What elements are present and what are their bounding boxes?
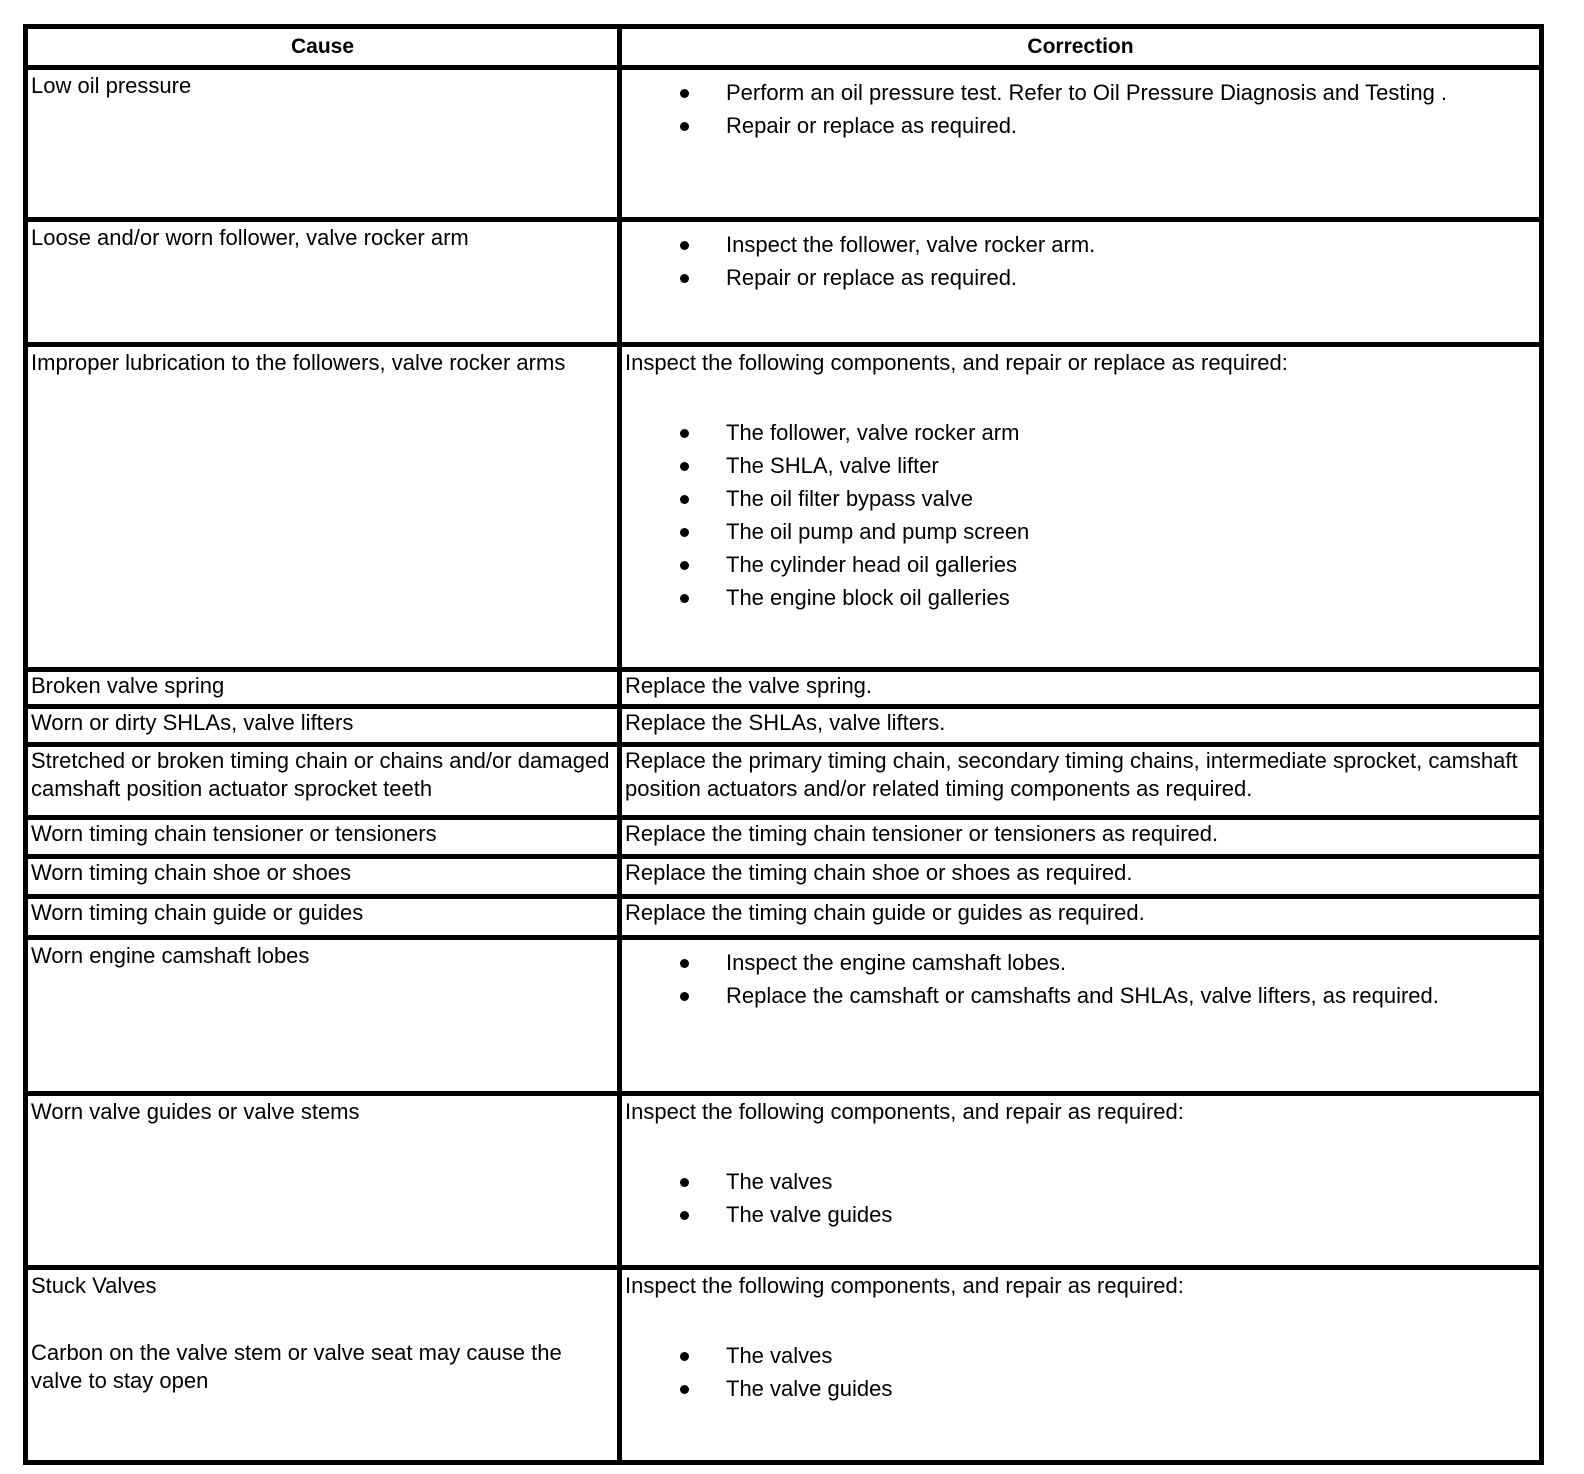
correction-list bbox=[625, 79, 1537, 140]
cause-cell: Stretched or broken timing chain or chains and/or damaged camshaft position actuator sprocket teeth bbox=[26, 745, 620, 818]
correction-header: Correction bbox=[620, 27, 1542, 68]
cause-cell: Worn timing chain guide or guides bbox=[26, 897, 620, 938]
correction-cell bbox=[620, 938, 1542, 1094]
bullet-icon bbox=[680, 561, 689, 570]
correction-list bbox=[625, 1342, 1537, 1403]
diagnosis-table bbox=[23, 24, 1544, 1465]
list-item: Repair or replace as required. bbox=[625, 112, 1537, 140]
table-row bbox=[26, 707, 1542, 745]
table-row bbox=[26, 68, 1542, 220]
correction-intro: Inspect the following components, and repair or replace as required: bbox=[625, 350, 1288, 375]
correction-cell bbox=[620, 1268, 1542, 1463]
list-item: Replace the camshaft or camshafts and SHLAs, valve lifters, as required. bbox=[625, 982, 1537, 1010]
list-item: The SHLA, valve lifter bbox=[625, 452, 1537, 480]
table-row bbox=[26, 818, 1542, 857]
list-item: The follower, valve rocker arm bbox=[625, 419, 1537, 447]
bullet-icon bbox=[680, 992, 689, 1001]
cause-cell bbox=[26, 1268, 620, 1463]
table-row bbox=[26, 897, 1542, 938]
bullet-icon bbox=[680, 594, 689, 603]
list-item: The oil filter bypass valve bbox=[625, 485, 1537, 513]
cause-cell bbox=[26, 68, 620, 220]
correction-cell bbox=[620, 1094, 1542, 1268]
header-row bbox=[26, 27, 1542, 68]
correction-list bbox=[625, 419, 1537, 612]
cause-text: Worn valve guides or valve stems bbox=[31, 1099, 360, 1124]
correction-list bbox=[625, 231, 1537, 292]
cause-cell: Broken valve spring bbox=[26, 670, 620, 707]
bullet-icon bbox=[680, 1211, 689, 1220]
correction-list bbox=[625, 949, 1537, 1010]
correction-cell: Replace the primary timing chain, secondary timing chains, intermediate sprocket, camshaft position actuators and/or related timing components as required. bbox=[620, 745, 1542, 818]
list-item: Perform an oil pressure test. Refer to Oil Pressure Diagnosis and Testing . bbox=[625, 79, 1537, 107]
table-row bbox=[26, 1094, 1542, 1268]
bullet-icon bbox=[680, 429, 689, 438]
cause-text: Stuck Valves bbox=[31, 1273, 157, 1298]
list-item: Inspect the engine camshaft lobes. bbox=[625, 949, 1537, 977]
bullet-icon bbox=[680, 1352, 689, 1361]
correction-cell bbox=[620, 345, 1542, 670]
cause-cell bbox=[26, 938, 620, 1094]
cause-text: Low oil pressure bbox=[31, 73, 192, 98]
correction-cell bbox=[620, 220, 1542, 345]
cause-cell bbox=[26, 220, 620, 345]
correction-cell: Replace the valve spring. bbox=[620, 670, 1542, 707]
bullet-icon bbox=[680, 241, 689, 250]
bullet-icon bbox=[680, 89, 689, 98]
correction-cell: Replace the SHLAs, valve lifters. bbox=[620, 707, 1542, 745]
cause-detail: Carbon on the valve stem or valve seat may cause the valve to stay open bbox=[31, 1340, 562, 1393]
cause-cell: Worn or dirty SHLAs, valve lifters bbox=[26, 707, 620, 745]
table-row bbox=[26, 857, 1542, 897]
cause-text: Loose and/or worn follower, valve rocker arm bbox=[31, 225, 469, 250]
bullet-icon bbox=[680, 122, 689, 131]
bullet-icon bbox=[680, 959, 689, 968]
cause-text: Worn engine camshaft lobes bbox=[31, 943, 310, 968]
correction-intro: Inspect the following components, and repair as required: bbox=[625, 1099, 1184, 1124]
bullet-icon bbox=[680, 462, 689, 471]
cause-text: Improper lubrication to the followers, valve rocker arms bbox=[31, 350, 566, 375]
cause-header: Cause bbox=[26, 27, 620, 68]
correction-intro: Inspect the following components, and repair as required: bbox=[625, 1273, 1184, 1298]
list-item: The valve guides bbox=[625, 1201, 1537, 1229]
cause-cell bbox=[26, 1094, 620, 1268]
list-item: The valve guides bbox=[625, 1375, 1537, 1403]
correction-cell: Replace the timing chain tensioner or tensioners as required. bbox=[620, 818, 1542, 857]
bullet-icon bbox=[680, 1178, 689, 1187]
list-item: The cylinder head oil galleries bbox=[625, 551, 1537, 579]
correction-cell bbox=[620, 68, 1542, 220]
list-item: The engine block oil galleries bbox=[625, 584, 1537, 612]
table-row bbox=[26, 1268, 1542, 1463]
correction-cell: Replace the timing chain shoe or shoes as required. bbox=[620, 857, 1542, 897]
list-item: Repair or replace as required. bbox=[625, 264, 1537, 292]
table-row bbox=[26, 670, 1542, 707]
cause-cell bbox=[26, 345, 620, 670]
list-item: The valves bbox=[625, 1168, 1537, 1196]
list-item: The oil pump and pump screen bbox=[625, 518, 1537, 546]
list-item: The valves bbox=[625, 1342, 1537, 1370]
table-row bbox=[26, 745, 1542, 818]
bullet-icon bbox=[680, 495, 689, 504]
table-row bbox=[26, 220, 1542, 345]
correction-cell: Replace the timing chain guide or guides as required. bbox=[620, 897, 1542, 938]
bullet-icon bbox=[680, 274, 689, 283]
table-row bbox=[26, 938, 1542, 1094]
cause-cell: Worn timing chain tensioner or tensioners bbox=[26, 818, 620, 857]
bullet-icon bbox=[680, 1385, 689, 1394]
table-row bbox=[26, 345, 1542, 670]
list-item: Inspect the follower, valve rocker arm. bbox=[625, 231, 1537, 259]
correction-list bbox=[625, 1168, 1537, 1229]
cause-cell: Worn timing chain shoe or shoes bbox=[26, 857, 620, 897]
bullet-icon bbox=[680, 528, 689, 537]
